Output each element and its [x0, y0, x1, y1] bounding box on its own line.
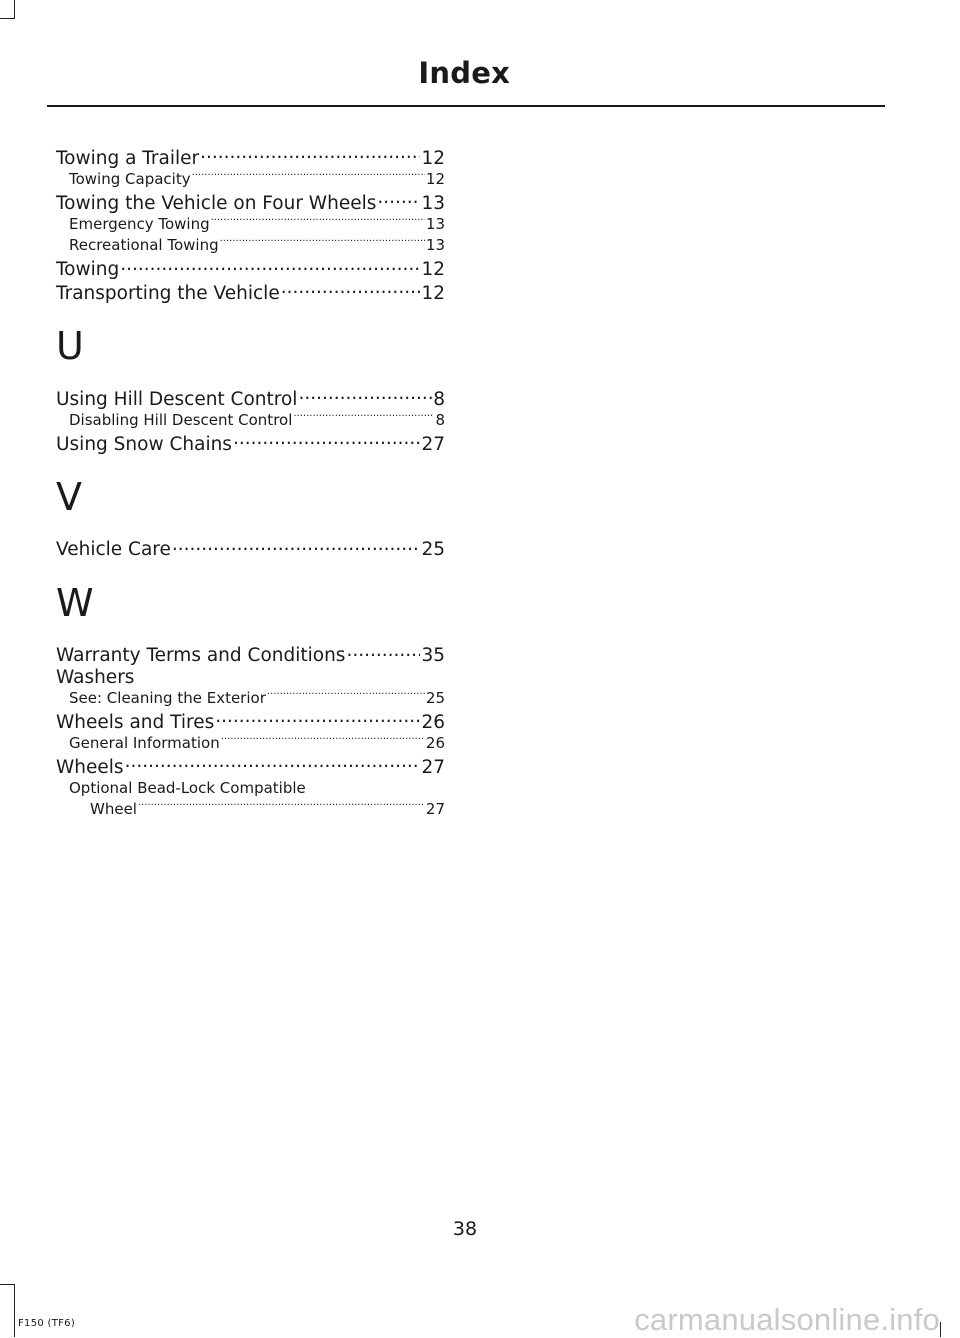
entry-page: 12 [421, 147, 445, 169]
index-entry [56, 754, 445, 778]
index-subentry [56, 214, 445, 235]
page-number: 38 [452, 1218, 478, 1240]
crop-mark-top-left-vertical [14, 0, 15, 18]
entry-label: Towing the Vehicle on Four Wheels [56, 192, 377, 214]
index-column [56, 145, 445, 821]
index-entry [56, 190, 445, 214]
entry-label: Towing Capacity [69, 169, 191, 188]
entry-page: 12 [421, 258, 445, 280]
entry-label: Using Snow Chains [56, 433, 232, 455]
dot-leader [267, 688, 425, 703]
dot-leader [138, 799, 425, 814]
dot-leader [293, 410, 434, 425]
index-subentry [56, 410, 445, 431]
dot-leader [211, 214, 425, 229]
entry-page: 25 [425, 688, 445, 707]
entry-page: 12 [421, 282, 445, 304]
section-letter-v: V [56, 474, 82, 519]
dot-leader [298, 386, 432, 405]
entry-label: Towing a Trailer [56, 147, 200, 169]
entry-page: 12 [425, 169, 445, 188]
section-letter-u: U [56, 324, 84, 369]
header-divider [47, 105, 885, 107]
entry-label: Wheels [56, 756, 124, 778]
index-entry [56, 537, 445, 561]
dot-leader [281, 280, 421, 299]
dot-leader [346, 643, 420, 662]
index-subentry [56, 688, 445, 709]
entry-page: 13 [425, 236, 445, 255]
index-subentry [56, 169, 445, 190]
entry-label: Recreational Towing [69, 236, 219, 255]
index-heading-washers: Washers [56, 666, 135, 688]
entry-label: Wheel [90, 800, 137, 819]
crop-mark-top-left-horizontal [0, 18, 15, 19]
entry-page: 27 [425, 800, 445, 819]
entry-label: Towing [56, 258, 120, 280]
entry-label: Transporting the Vehicle [56, 282, 280, 304]
entry-label: Wheels and Tires [56, 711, 215, 733]
dot-leader [221, 733, 425, 748]
entry-label: General Information [69, 733, 220, 752]
index-entry [56, 386, 445, 410]
index-subentry [56, 733, 445, 754]
dot-leader [215, 709, 420, 728]
index-subentry [56, 799, 445, 820]
entry-page: 13 [425, 214, 445, 233]
dot-leader [120, 256, 420, 275]
dot-leader [220, 235, 425, 250]
index-subentry-line: Optional Bead-Lock Compatible [69, 779, 306, 798]
dot-leader [192, 169, 425, 184]
entry-page: 8 [433, 388, 445, 410]
entry-label: Emergency Towing [69, 214, 210, 233]
dot-leader [377, 190, 420, 209]
index-entry [56, 280, 445, 304]
entry-page: 13 [421, 192, 445, 214]
index-entry [56, 256, 445, 280]
entry-page: 8 [435, 410, 445, 429]
entry-label: See: Cleaning the Exterior [69, 688, 266, 707]
crop-mark-bottom-left-vertical [14, 1284, 15, 1337]
entry-label: Using Hill Descent Control [56, 388, 298, 410]
entry-page: 26 [425, 733, 445, 752]
index-entry [56, 431, 445, 455]
crop-mark-bottom-left-horizontal [0, 1284, 15, 1285]
entry-page: 25 [421, 539, 445, 561]
index-entry [56, 709, 445, 733]
index-entry [56, 145, 445, 169]
crop-mark-bottom-right-vertical [940, 1322, 941, 1337]
entry-page: 27 [421, 433, 445, 455]
entry-page: 26 [421, 711, 445, 733]
dot-leader [125, 754, 421, 773]
dot-leader [200, 145, 420, 164]
entry-page: 27 [421, 756, 445, 778]
dot-leader [233, 431, 421, 450]
entry-label: Warranty Terms and Conditions [56, 645, 346, 667]
entry-label: Vehicle Care [56, 539, 171, 561]
section-letter-w: W [56, 580, 94, 625]
dot-leader [172, 537, 421, 556]
page-title: Index [418, 56, 510, 90]
watermark: carmanualsonline.info [634, 1302, 940, 1337]
footer-model-code: F150 (TF6) [18, 1318, 76, 1329]
entry-label: Disabling Hill Descent Control [69, 410, 293, 429]
index-entry [56, 643, 445, 667]
index-subentry [56, 235, 445, 256]
entry-page: 35 [421, 645, 445, 667]
